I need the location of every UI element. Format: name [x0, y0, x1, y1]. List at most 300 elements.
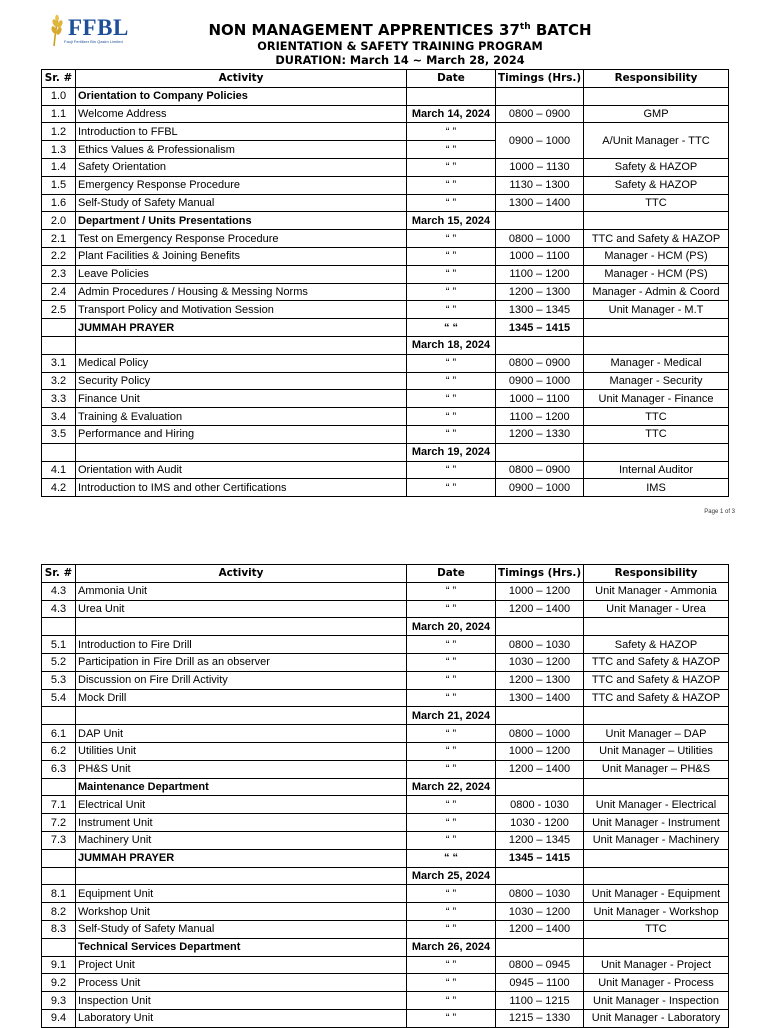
- cell-date: “ ”: [407, 600, 496, 618]
- table-row: [42, 796, 729, 814]
- logo-text: FFBL: [68, 15, 129, 40]
- cell-activity: Test on Emergency Response Procedure: [76, 230, 407, 248]
- cell-timings: [496, 867, 584, 885]
- cell-responsibility: Unit Manager – Utilities: [584, 742, 729, 760]
- cell-sr: 3.3: [42, 390, 76, 408]
- cell-date: “ ”: [407, 796, 496, 814]
- table-row: [42, 123, 729, 141]
- cell-activity: [76, 443, 407, 461]
- schedule-table-page-2: [41, 564, 729, 1028]
- col-header-activity: Activity: [76, 565, 407, 583]
- cell-activity: PH&S Unit: [76, 760, 407, 778]
- cell-responsibility: TTC: [584, 425, 729, 443]
- cell-responsibility: TTC and Safety & HAZOP: [584, 689, 729, 707]
- table-row: [42, 461, 729, 479]
- cell-timings: 1000 – 1130: [496, 158, 584, 176]
- table-row: [42, 354, 729, 372]
- cell-timings: 1345 – 1415: [496, 319, 584, 337]
- col-header-sr: Sr. #: [42, 565, 76, 583]
- cell-date: “ “: [407, 849, 496, 867]
- table-row: [42, 814, 729, 832]
- cell-date: “ ”: [407, 903, 496, 921]
- cell-activity: Introduction to Fire Drill: [76, 636, 407, 654]
- cell-sr: 7.2: [42, 814, 76, 832]
- cell-activity: Project Unit: [76, 956, 407, 974]
- cell-sr: [42, 319, 76, 337]
- col-header-responsibility: Responsibility: [584, 70, 729, 88]
- cell-timings: 0800 – 1030: [496, 636, 584, 654]
- logo-subtitle: Fauji Fertilizer Bin Qasim Limited: [64, 39, 123, 44]
- table-row: [42, 600, 729, 618]
- table-row: [42, 849, 729, 867]
- cell-timings: 1200 – 1300: [496, 283, 584, 301]
- cell-sr: 3.4: [42, 408, 76, 426]
- table-row: [42, 390, 729, 408]
- cell-date: [407, 87, 496, 105]
- cell-activity: Security Policy: [76, 372, 407, 390]
- cell-timings: 1100 – 1200: [496, 265, 584, 283]
- cell-responsibility: [584, 778, 729, 796]
- cell-sr: 2.4: [42, 283, 76, 301]
- table-row: [42, 707, 729, 725]
- col-header-sr: Sr. #: [42, 70, 76, 88]
- cell-sr: [42, 778, 76, 796]
- cell-date: “ ”: [407, 408, 496, 426]
- cell-timings: 1000 – 1100: [496, 247, 584, 265]
- cell-responsibility: Manager - Security: [584, 372, 729, 390]
- col-header-timings: Timings (Hrs.): [496, 565, 584, 583]
- table-row: [42, 636, 729, 654]
- cell-date: “ ”: [407, 372, 496, 390]
- cell-activity: [76, 867, 407, 885]
- cell-date: “ ”: [407, 920, 496, 938]
- cell-date: “ ”: [407, 176, 496, 194]
- cell-sr: 5.4: [42, 689, 76, 707]
- cell-responsibility: Unit Manager - M.T: [584, 301, 729, 319]
- cell-responsibility: [584, 336, 729, 354]
- cell-activity: Participation in Fire Drill as an observer: [76, 653, 407, 671]
- cell-timings: [496, 618, 584, 636]
- cell-timings: 1215 – 1330: [496, 1009, 584, 1027]
- cell-sr: 1.3: [42, 141, 76, 159]
- cell-timings: 1200 – 1400: [496, 600, 584, 618]
- cell-responsibility: [584, 87, 729, 105]
- cell-date: March 14, 2024: [407, 105, 496, 123]
- cell-activity: [76, 336, 407, 354]
- page-separator: [0, 530, 768, 563]
- cell-responsibility: Unit Manager - Inspection: [584, 992, 729, 1010]
- table-row: [42, 671, 729, 689]
- cell-activity: Ammonia Unit: [76, 582, 407, 600]
- table-row: [42, 903, 729, 921]
- table-row: [42, 725, 729, 743]
- cell-timings: 0800 – 1000: [496, 230, 584, 248]
- cell-sr: 9.4: [42, 1009, 76, 1027]
- table-row: [42, 443, 729, 461]
- cell-date: “ ”: [407, 992, 496, 1010]
- cell-sr: [42, 618, 76, 636]
- cell-sr: 1.2: [42, 123, 76, 141]
- cell-activity: [76, 707, 407, 725]
- cell-sr: 2.2: [42, 247, 76, 265]
- cell-timings: 0900 – 1000: [496, 123, 584, 159]
- cell-responsibility: Unit Manager - Instrument: [584, 814, 729, 832]
- cell-date: “ ”: [407, 141, 496, 159]
- cell-activity: Finance Unit: [76, 390, 407, 408]
- col-header-date: Date: [407, 70, 496, 88]
- cell-date: March 21, 2024: [407, 707, 496, 725]
- table-row: [42, 87, 729, 105]
- cell-timings: 1030 – 1200: [496, 653, 584, 671]
- cell-sr: 4.3: [42, 600, 76, 618]
- cell-sr: 1.1: [42, 105, 76, 123]
- cell-timings: [496, 87, 584, 105]
- cell-timings: 1300 – 1400: [496, 689, 584, 707]
- cell-activity: Medical Policy: [76, 354, 407, 372]
- cell-activity: Orientation to Company Policies: [76, 87, 407, 105]
- cell-responsibility: Unit Manager - Electrical: [584, 796, 729, 814]
- cell-date: “ ”: [407, 885, 496, 903]
- cell-sr: 8.2: [42, 903, 76, 921]
- document-subtitle: ORIENTATION & SAFETY TRAINING PROGRAM: [257, 40, 543, 53]
- table-row: [42, 194, 729, 212]
- col-header-responsibility: Responsibility: [584, 565, 729, 583]
- cell-responsibility: Unit Manager - Workshop: [584, 903, 729, 921]
- cell-activity: Process Unit: [76, 974, 407, 992]
- cell-activity: Emergency Response Procedure: [76, 176, 407, 194]
- cell-sr: 1.6: [42, 194, 76, 212]
- cell-date: March 20, 2024: [407, 618, 496, 636]
- table-row: [42, 760, 729, 778]
- cell-timings: 0800 - 1030: [496, 796, 584, 814]
- cell-responsibility: TTC: [584, 920, 729, 938]
- cell-timings: 0800 – 1000: [496, 725, 584, 743]
- cell-sr: 6.3: [42, 760, 76, 778]
- cell-responsibility: TTC: [584, 408, 729, 426]
- cell-activity: Department / Units Presentations: [76, 212, 407, 230]
- cell-sr: 4.1: [42, 461, 76, 479]
- cell-date: “ ”: [407, 653, 496, 671]
- cell-timings: 0800 – 0900: [496, 354, 584, 372]
- cell-sr: 2.1: [42, 230, 76, 248]
- table-row: [42, 992, 729, 1010]
- table-row: [42, 1009, 729, 1027]
- cell-sr: 9.3: [42, 992, 76, 1010]
- table-row: [42, 867, 729, 885]
- cell-date: “ ”: [407, 247, 496, 265]
- cell-activity: Utilities Unit: [76, 742, 407, 760]
- cell-date: March 15, 2024: [407, 212, 496, 230]
- cell-sr: 8.3: [42, 920, 76, 938]
- cell-timings: 1000 – 1200: [496, 582, 584, 600]
- cell-date: “ ”: [407, 689, 496, 707]
- cell-activity: JUMMAH PRAYER: [76, 319, 407, 337]
- cell-timings: 1200 – 1330: [496, 425, 584, 443]
- table-row: [42, 319, 729, 337]
- cell-responsibility: GMP: [584, 105, 729, 123]
- cell-date: “ ”: [407, 425, 496, 443]
- cell-activity: Transport Policy and Motivation Session: [76, 301, 407, 319]
- cell-sr: 1.5: [42, 176, 76, 194]
- col-header-activity: Activity: [76, 70, 407, 88]
- cell-responsibility: [584, 443, 729, 461]
- cell-activity: [76, 618, 407, 636]
- cell-date: “ ”: [407, 974, 496, 992]
- cell-responsibility: Safety & HAZOP: [584, 636, 729, 654]
- cell-date: “ ”: [407, 814, 496, 832]
- cell-timings: 1345 – 1415: [496, 849, 584, 867]
- table-header-row: [42, 70, 729, 88]
- cell-responsibility: Unit Manager - Urea: [584, 600, 729, 618]
- cell-date: “ “: [407, 319, 496, 337]
- cell-sr: 3.2: [42, 372, 76, 390]
- cell-timings: 1200 – 1345: [496, 831, 584, 849]
- cell-responsibility: [584, 849, 729, 867]
- table-row: [42, 372, 729, 390]
- cell-responsibility: Safety & HAZOP: [584, 158, 729, 176]
- cell-date: “ ”: [407, 1009, 496, 1027]
- cell-timings: 1030 - 1200: [496, 814, 584, 832]
- cell-activity: Electrical Unit: [76, 796, 407, 814]
- cell-responsibility: Unit Manager - Machinery: [584, 831, 729, 849]
- cell-date: “ ”: [407, 742, 496, 760]
- cell-sr: 5.3: [42, 671, 76, 689]
- cell-sr: 3.1: [42, 354, 76, 372]
- cell-responsibility: TTC and Safety & HAZOP: [584, 671, 729, 689]
- cell-responsibility: [584, 618, 729, 636]
- table-row: [42, 105, 729, 123]
- cell-activity: Orientation with Audit: [76, 461, 407, 479]
- cell-timings: 1030 – 1200: [496, 903, 584, 921]
- cell-sr: 4.3: [42, 582, 76, 600]
- cell-sr: 9.2: [42, 974, 76, 992]
- cell-responsibility: TTC: [584, 194, 729, 212]
- cell-date: “ ”: [407, 671, 496, 689]
- cell-sr: [42, 707, 76, 725]
- cell-responsibility: Manager - Medical: [584, 354, 729, 372]
- cell-sr: [42, 938, 76, 956]
- cell-date: “ ”: [407, 760, 496, 778]
- cell-date: “ ”: [407, 636, 496, 654]
- cell-sr: 2.0: [42, 212, 76, 230]
- cell-activity: Laboratory Unit: [76, 1009, 407, 1027]
- cell-date: “ ”: [407, 230, 496, 248]
- cell-activity: Self-Study of Safety Manual: [76, 194, 407, 212]
- cell-responsibility: Unit Manager – PH&S: [584, 760, 729, 778]
- cell-responsibility: Manager - Admin & Coord: [584, 283, 729, 301]
- table-row: [42, 479, 729, 497]
- cell-activity: Equipment Unit: [76, 885, 407, 903]
- table-row: [42, 582, 729, 600]
- cell-responsibility: [584, 867, 729, 885]
- cell-responsibility: Manager - HCM (PS): [584, 265, 729, 283]
- page-2: [0, 563, 768, 1024]
- table-row: [42, 176, 729, 194]
- cell-sr: 2.3: [42, 265, 76, 283]
- document-duration: DURATION: March 14 ~ March 28, 2024: [275, 53, 525, 67]
- table-row: [42, 408, 729, 426]
- table-row: [42, 938, 729, 956]
- cell-activity: Plant Facilities & Joining Benefits: [76, 247, 407, 265]
- cell-timings: [496, 778, 584, 796]
- cell-sr: 6.2: [42, 742, 76, 760]
- cell-sr: 6.1: [42, 725, 76, 743]
- cell-date: March 26, 2024: [407, 938, 496, 956]
- schedule-table-page-1: [41, 69, 729, 497]
- cell-responsibility: A/Unit Manager - TTC: [584, 123, 729, 159]
- cell-timings: [496, 938, 584, 956]
- cell-activity: Training & Evaluation: [76, 408, 407, 426]
- cell-timings: 0800 – 1030: [496, 885, 584, 903]
- cell-timings: [496, 707, 584, 725]
- cell-date: “ ”: [407, 283, 496, 301]
- cell-date: March 22, 2024: [407, 778, 496, 796]
- col-header-date: Date: [407, 565, 496, 583]
- cell-timings: 1200 – 1400: [496, 920, 584, 938]
- cell-responsibility: [584, 319, 729, 337]
- cell-timings: 1300 – 1345: [496, 301, 584, 319]
- cell-activity: Performance and Hiring: [76, 425, 407, 443]
- table-row: [42, 425, 729, 443]
- table-row: [42, 742, 729, 760]
- cell-timings: 1200 – 1400: [496, 760, 584, 778]
- cell-responsibility: Unit Manager - Laboratory: [584, 1009, 729, 1027]
- cell-timings: 0900 – 1000: [496, 479, 584, 497]
- cell-timings: 1100 – 1200: [496, 408, 584, 426]
- cell-activity: Admin Procedures / Housing & Messing Norms: [76, 283, 407, 301]
- cell-sr: [42, 867, 76, 885]
- cell-date: “ ”: [407, 301, 496, 319]
- cell-activity: Safety Orientation: [76, 158, 407, 176]
- cell-activity: Ethics Values & Professionalism: [76, 141, 407, 159]
- table-row: [42, 336, 729, 354]
- cell-sr: 7.1: [42, 796, 76, 814]
- cell-responsibility: TTC and Safety & HAZOP: [584, 230, 729, 248]
- cell-activity: Introduction to FFBL: [76, 123, 407, 141]
- cell-responsibility: [584, 938, 729, 956]
- cell-sr: 8.1: [42, 885, 76, 903]
- cell-timings: [496, 336, 584, 354]
- cell-timings: 1130 – 1300: [496, 176, 584, 194]
- table-row: [42, 247, 729, 265]
- cell-activity: Inspection Unit: [76, 992, 407, 1010]
- table-row: [42, 158, 729, 176]
- table-row: [42, 689, 729, 707]
- cell-timings: 0945 – 1100: [496, 974, 584, 992]
- cell-activity: Leave Policies: [76, 265, 407, 283]
- cell-sr: 5.1: [42, 636, 76, 654]
- cell-responsibility: [584, 212, 729, 230]
- cell-activity: DAP Unit: [76, 725, 407, 743]
- cell-date: “ ”: [407, 582, 496, 600]
- cell-responsibility: Unit Manager - Finance: [584, 390, 729, 408]
- cell-sr: 1.4: [42, 158, 76, 176]
- cell-timings: [496, 443, 584, 461]
- cell-sr: 9.1: [42, 956, 76, 974]
- page-number: Page 1 of 3: [704, 509, 735, 515]
- cell-responsibility: Safety & HAZOP: [584, 176, 729, 194]
- table-row: [42, 920, 729, 938]
- cell-timings: 0800 – 0900: [496, 105, 584, 123]
- cell-activity: Urea Unit: [76, 600, 407, 618]
- cell-date: “ ”: [407, 831, 496, 849]
- cell-sr: [42, 443, 76, 461]
- document-title: NON MANAGEMENT APPRENTICES 37th BATCH: [208, 21, 592, 39]
- cell-date: March 18, 2024: [407, 336, 496, 354]
- table-row: [42, 230, 729, 248]
- cell-sr: 3.5: [42, 425, 76, 443]
- table-row: [42, 301, 729, 319]
- cell-activity: Maintenance Department: [76, 778, 407, 796]
- cell-activity: Self-Study of Safety Manual: [76, 920, 407, 938]
- cell-timings: 1200 – 1300: [496, 671, 584, 689]
- cell-timings: 0900 – 1000: [496, 372, 584, 390]
- cell-responsibility: Unit Manager - Ammonia: [584, 582, 729, 600]
- cell-timings: 1100 – 1215: [496, 992, 584, 1010]
- table-row: [42, 974, 729, 992]
- cell-activity: Discussion on Fire Drill Activity: [76, 671, 407, 689]
- table-row: [42, 653, 729, 671]
- document-header: [140, 17, 660, 67]
- table-row: [42, 212, 729, 230]
- cell-responsibility: Manager - HCM (PS): [584, 247, 729, 265]
- cell-timings: 1000 – 1200: [496, 742, 584, 760]
- table-row: [42, 618, 729, 636]
- cell-timings: [496, 212, 584, 230]
- cell-date: “ ”: [407, 194, 496, 212]
- cell-date: “ ”: [407, 956, 496, 974]
- cell-date: “ ”: [407, 354, 496, 372]
- cell-activity: Machinery Unit: [76, 831, 407, 849]
- cell-responsibility: IMS: [584, 479, 729, 497]
- cell-timings: 1300 – 1400: [496, 194, 584, 212]
- cell-responsibility: Internal Auditor: [584, 461, 729, 479]
- cell-date: “ ”: [407, 158, 496, 176]
- cell-activity: JUMMAH PRAYER: [76, 849, 407, 867]
- table-row: [42, 283, 729, 301]
- cell-activity: Welcome Address: [76, 105, 407, 123]
- cell-date: March 19, 2024: [407, 443, 496, 461]
- cell-sr: [42, 849, 76, 867]
- cell-activity: Introduction to IMS and other Certifications: [76, 479, 407, 497]
- cell-responsibility: Unit Manager - Equipment: [584, 885, 729, 903]
- table-header-row: [42, 565, 729, 583]
- cell-activity: Instrument Unit: [76, 814, 407, 832]
- table-row: [42, 956, 729, 974]
- table-row: [42, 778, 729, 796]
- cell-date: “ ”: [407, 479, 496, 497]
- col-header-timings: Timings (Hrs.): [496, 70, 584, 88]
- cell-date: March 25, 2024: [407, 867, 496, 885]
- cell-sr: 1.0: [42, 87, 76, 105]
- cell-responsibility: Unit Manager - Process: [584, 974, 729, 992]
- cell-date: “ ”: [407, 725, 496, 743]
- cell-responsibility: TTC and Safety & HAZOP: [584, 653, 729, 671]
- cell-timings: 0800 – 0900: [496, 461, 584, 479]
- table-row: [42, 265, 729, 283]
- cell-responsibility: Unit Manager – DAP: [584, 725, 729, 743]
- cell-activity: Workshop Unit: [76, 903, 407, 921]
- cell-activity: Technical Services Department: [76, 938, 407, 956]
- cell-date: “ ”: [407, 265, 496, 283]
- table-row: [42, 885, 729, 903]
- cell-date: “ ”: [407, 390, 496, 408]
- ffbl-logo: [48, 14, 140, 48]
- cell-sr: [42, 336, 76, 354]
- cell-sr: 7.3: [42, 831, 76, 849]
- cell-responsibility: Unit Manager - Project: [584, 956, 729, 974]
- cell-timings: 0800 – 0945: [496, 956, 584, 974]
